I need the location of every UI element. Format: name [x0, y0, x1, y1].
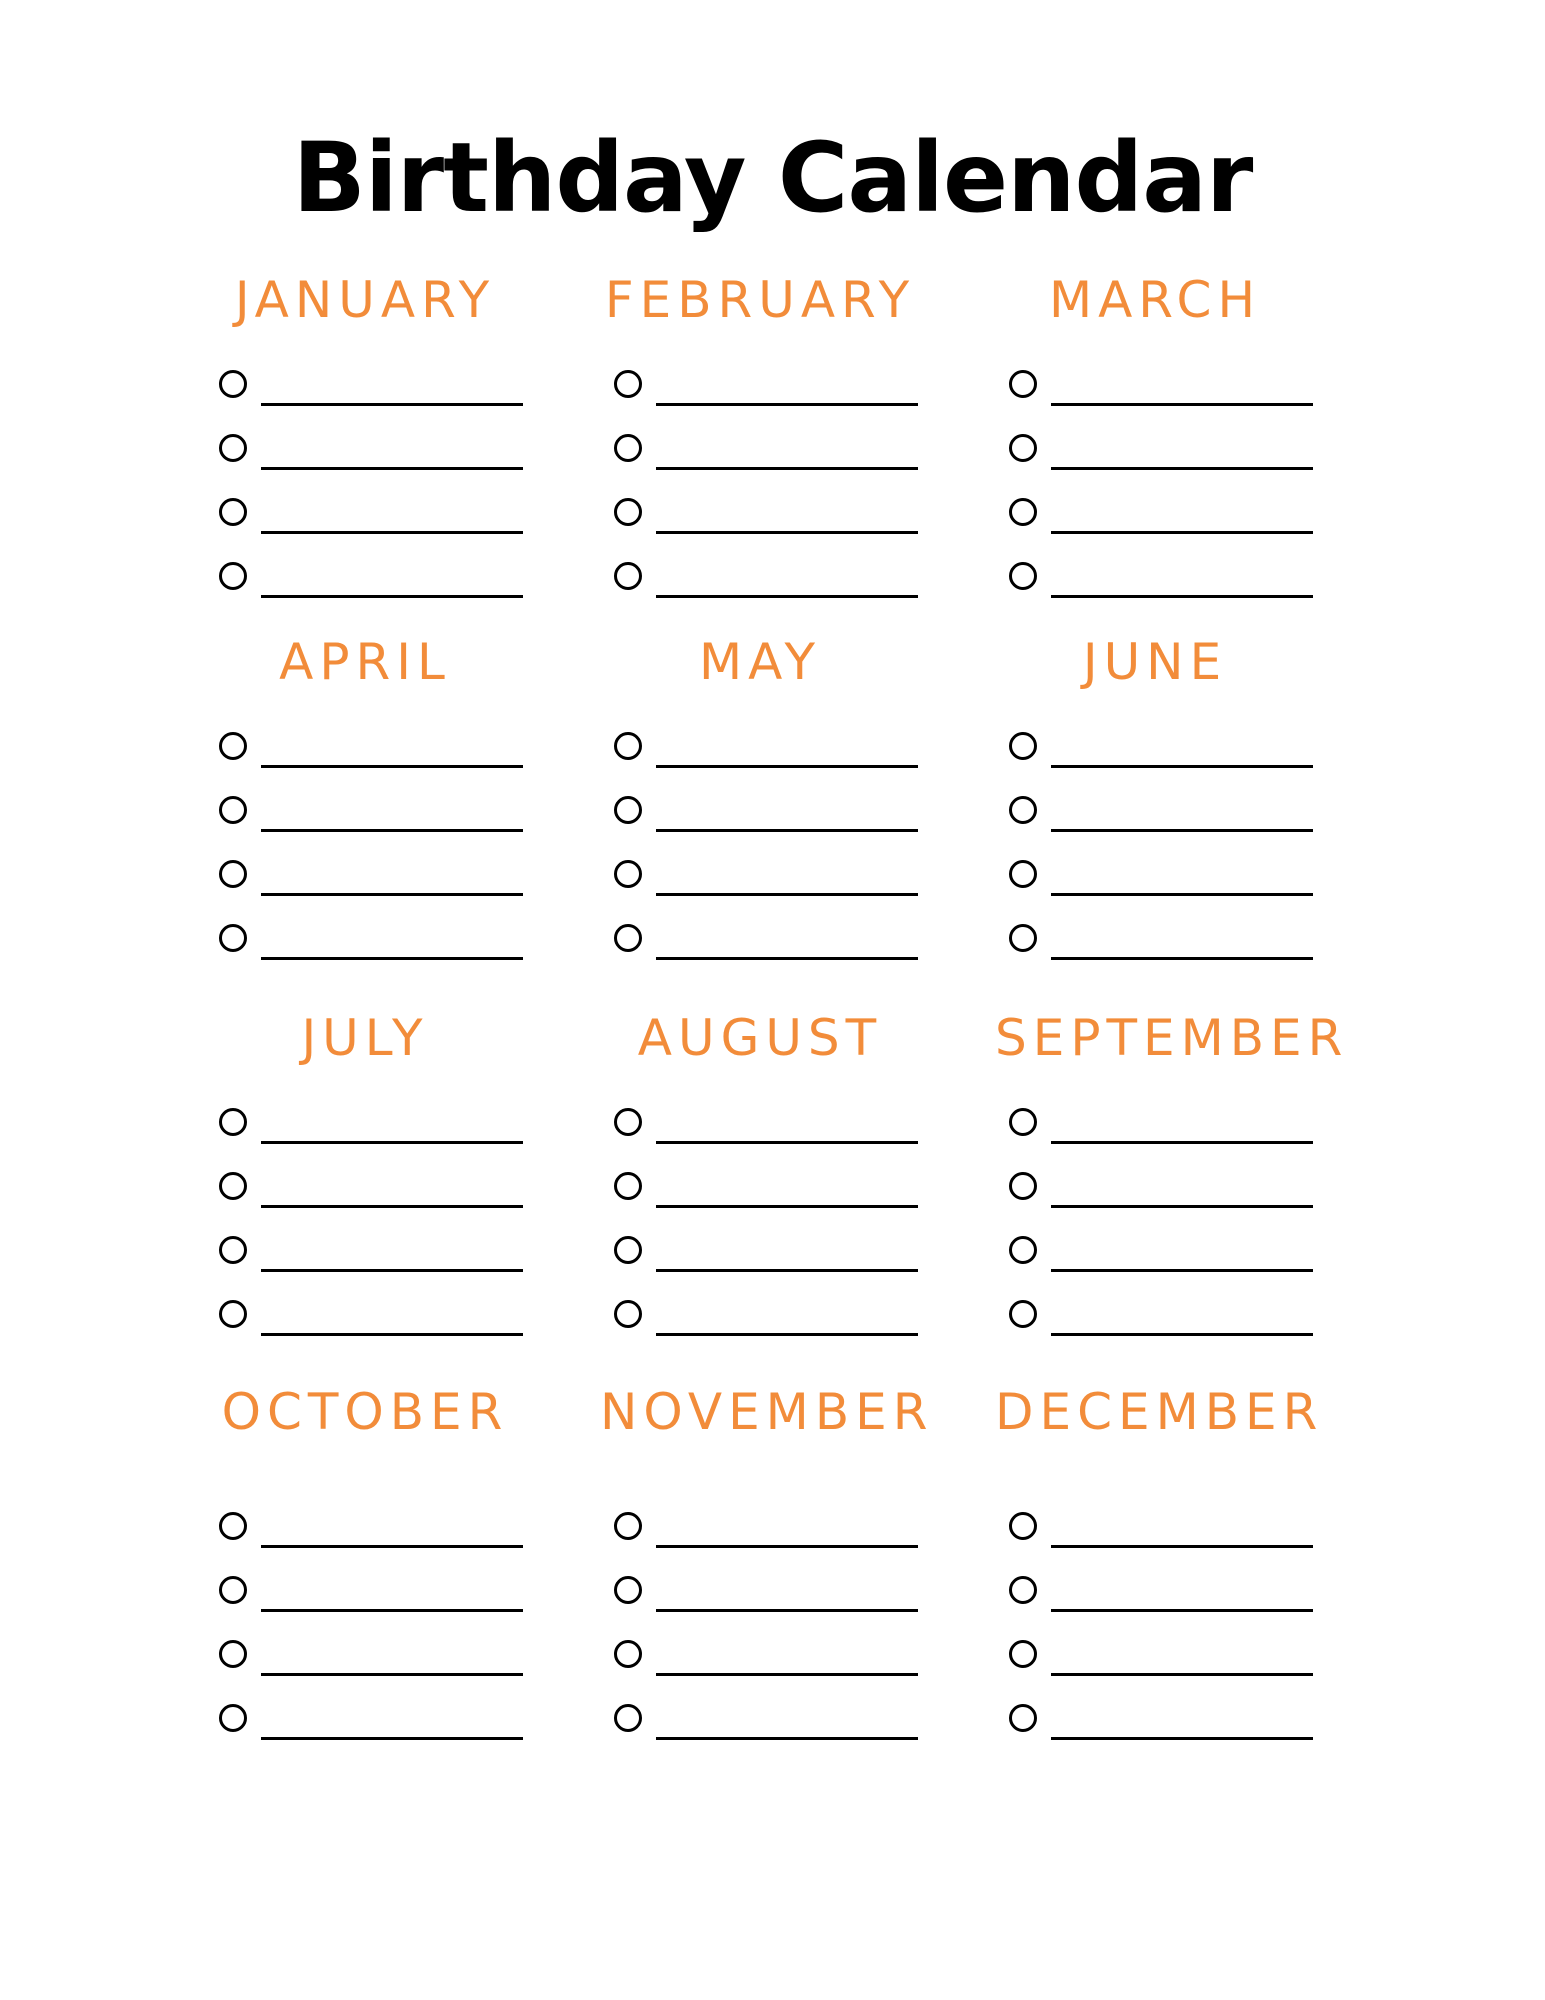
- birthday-entry[interactable]: [205, 562, 525, 598]
- checkbox-circle[interactable]: [1009, 1300, 1037, 1328]
- month-name: APRIL: [279, 633, 451, 691]
- birthday-entry[interactable]: [995, 796, 1315, 832]
- checkbox-circle[interactable]: [219, 732, 247, 760]
- birthday-entry[interactable]: [600, 1236, 920, 1272]
- birthday-entry[interactable]: [995, 1512, 1315, 1548]
- birthday-entry[interactable]: [205, 1236, 525, 1272]
- birthday-entry[interactable]: [995, 562, 1315, 598]
- checkbox-circle[interactable]: [219, 1300, 247, 1328]
- birthday-entry[interactable]: [995, 434, 1315, 470]
- checkbox-circle[interactable]: [614, 796, 642, 824]
- checkbox-circle[interactable]: [614, 1172, 642, 1200]
- checkbox-circle[interactable]: [219, 1512, 247, 1540]
- write-in-line[interactable]: [656, 1673, 918, 1676]
- checkbox-circle[interactable]: [1009, 1704, 1037, 1732]
- write-in-line[interactable]: [261, 531, 523, 534]
- write-in-line[interactable]: [261, 957, 523, 960]
- write-in-line[interactable]: [1051, 957, 1313, 960]
- checkbox-circle[interactable]: [1009, 796, 1037, 824]
- write-in-line[interactable]: [656, 1737, 918, 1740]
- checkbox-circle[interactable]: [219, 434, 247, 462]
- month-name: MAY: [698, 633, 821, 691]
- birthday-entry[interactable]: [600, 1704, 920, 1740]
- write-in-line[interactable]: [1051, 1545, 1313, 1548]
- checkbox-circle[interactable]: [614, 1236, 642, 1264]
- birthday-entry[interactable]: [995, 1236, 1315, 1272]
- birthday-entry[interactable]: [600, 1172, 920, 1208]
- write-in-line[interactable]: [1051, 765, 1313, 768]
- write-in-line[interactable]: [656, 1333, 918, 1336]
- birthday-entry[interactable]: [995, 1172, 1315, 1208]
- birthday-entry[interactable]: [205, 732, 525, 768]
- month-name: JULY: [301, 1009, 429, 1067]
- month-name: OCTOBER: [221, 1383, 509, 1441]
- birthday-entry[interactable]: [995, 1300, 1315, 1336]
- birthday-entry[interactable]: [600, 1640, 920, 1676]
- month-name: NOVEMBER: [600, 1383, 934, 1441]
- birthday-entry[interactable]: [205, 924, 525, 960]
- birthday-entry[interactable]: [205, 1172, 525, 1208]
- checkbox-circle[interactable]: [219, 1172, 247, 1200]
- month-name: AUGUST: [637, 1009, 883, 1067]
- birthday-entry[interactable]: [205, 1300, 525, 1336]
- birthday-entry[interactable]: [995, 498, 1315, 534]
- write-in-line[interactable]: [261, 1737, 523, 1740]
- write-in-line[interactable]: [261, 1545, 523, 1548]
- birthday-entry[interactable]: [600, 370, 920, 406]
- checkbox-circle[interactable]: [614, 1300, 642, 1328]
- write-in-line[interactable]: [1051, 1673, 1313, 1676]
- write-in-line[interactable]: [1051, 1609, 1313, 1612]
- birthday-entry[interactable]: [995, 924, 1315, 960]
- checkbox-circle[interactable]: [1009, 1640, 1037, 1668]
- write-in-line[interactable]: [261, 1333, 523, 1336]
- write-in-line[interactable]: [1051, 1205, 1313, 1208]
- birthday-entry[interactable]: [600, 562, 920, 598]
- write-in-line[interactable]: [656, 1609, 918, 1612]
- birthday-entry[interactable]: [600, 498, 920, 534]
- write-in-line[interactable]: [261, 595, 523, 598]
- month-name: JANUARY: [234, 271, 496, 329]
- birthday-entry[interactable]: [995, 370, 1315, 406]
- checkbox-circle[interactable]: [219, 1704, 247, 1732]
- checkbox-circle[interactable]: [1009, 732, 1037, 760]
- checkbox-circle[interactable]: [1009, 370, 1037, 398]
- checkbox-circle[interactable]: [614, 1704, 642, 1732]
- checkbox-circle[interactable]: [219, 1576, 247, 1604]
- checkbox-circle[interactable]: [614, 498, 642, 526]
- page-title: Birthday Calendar: [292, 122, 1253, 234]
- month-name: JUNE: [1082, 633, 1228, 691]
- checkbox-circle[interactable]: [614, 1640, 642, 1668]
- checkbox-circle[interactable]: [614, 924, 642, 952]
- checkbox-circle[interactable]: [1009, 1576, 1037, 1604]
- write-in-line[interactable]: [1051, 467, 1313, 470]
- write-in-line[interactable]: [261, 1205, 523, 1208]
- checkbox-circle[interactable]: [614, 1512, 642, 1540]
- write-in-line[interactable]: [1051, 595, 1313, 598]
- checkbox-circle[interactable]: [219, 860, 247, 888]
- checkbox-circle[interactable]: [1009, 498, 1037, 526]
- checkbox-circle[interactable]: [614, 860, 642, 888]
- birthday-entry[interactable]: [995, 1108, 1315, 1144]
- birthday-entry[interactable]: [600, 1576, 920, 1612]
- write-in-line[interactable]: [1051, 1333, 1313, 1336]
- checkbox-circle[interactable]: [614, 1108, 642, 1136]
- checkbox-circle[interactable]: [614, 562, 642, 590]
- birthday-entry[interactable]: [600, 1512, 920, 1548]
- checkbox-circle[interactable]: [614, 1576, 642, 1604]
- write-in-line[interactable]: [1051, 829, 1313, 832]
- birthday-entry[interactable]: [995, 732, 1315, 768]
- write-in-line[interactable]: [261, 893, 523, 896]
- write-in-line[interactable]: [261, 1609, 523, 1612]
- birthday-entry[interactable]: [205, 860, 525, 896]
- checkbox-circle[interactable]: [614, 434, 642, 462]
- write-in-line[interactable]: [261, 1673, 523, 1676]
- write-in-line[interactable]: [1051, 403, 1313, 406]
- write-in-line[interactable]: [656, 403, 918, 406]
- birthday-entry[interactable]: [600, 434, 920, 470]
- month-name: FEBRUARY: [604, 271, 916, 329]
- write-in-line[interactable]: [1051, 1737, 1313, 1740]
- birthday-entry[interactable]: [205, 498, 525, 534]
- write-in-line[interactable]: [656, 531, 918, 534]
- write-in-line[interactable]: [656, 765, 918, 768]
- write-in-line[interactable]: [656, 1141, 918, 1144]
- write-in-line[interactable]: [656, 1545, 918, 1548]
- birthday-entry[interactable]: [205, 1108, 525, 1144]
- month-name: MARCH: [1048, 271, 1262, 329]
- checkbox-circle[interactable]: [1009, 1108, 1037, 1136]
- birthday-entry[interactable]: [205, 796, 525, 832]
- month-name: SEPTEMBER: [995, 1009, 1349, 1067]
- checkbox-circle[interactable]: [1009, 1512, 1037, 1540]
- write-in-line[interactable]: [656, 1205, 918, 1208]
- birthday-entry[interactable]: [205, 434, 525, 470]
- write-in-line[interactable]: [261, 403, 523, 406]
- birthday-entry[interactable]: [600, 1108, 920, 1144]
- checkbox-circle[interactable]: [219, 370, 247, 398]
- checkbox-circle[interactable]: [1009, 924, 1037, 952]
- checkbox-circle[interactable]: [219, 498, 247, 526]
- checkbox-circle[interactable]: [1009, 562, 1037, 590]
- birthday-entry[interactable]: [995, 1640, 1315, 1676]
- birthday-entry[interactable]: [205, 370, 525, 406]
- checkbox-circle[interactable]: [219, 1108, 247, 1136]
- write-in-line[interactable]: [1051, 1141, 1313, 1144]
- write-in-line[interactable]: [656, 595, 918, 598]
- birthday-entry[interactable]: [205, 1576, 525, 1612]
- birthday-entry[interactable]: [995, 1704, 1315, 1740]
- month-name: DECEMBER: [995, 1383, 1324, 1441]
- checkbox-circle[interactable]: [219, 796, 247, 824]
- birthday-entry[interactable]: [600, 860, 920, 896]
- write-in-line[interactable]: [261, 765, 523, 768]
- write-in-line[interactable]: [261, 467, 523, 470]
- write-in-line[interactable]: [1051, 1269, 1313, 1272]
- write-in-line[interactable]: [656, 829, 918, 832]
- checkbox-circle[interactable]: [219, 562, 247, 590]
- birthday-entry[interactable]: [995, 860, 1315, 896]
- birthday-entry[interactable]: [600, 732, 920, 768]
- write-in-line[interactable]: [656, 1269, 918, 1272]
- birthday-entry[interactable]: [205, 1640, 525, 1676]
- birthday-entry[interactable]: [600, 924, 920, 960]
- checkbox-circle[interactable]: [219, 1236, 247, 1264]
- birthday-entry[interactable]: [600, 1300, 920, 1336]
- write-in-line[interactable]: [656, 467, 918, 470]
- checkbox-circle[interactable]: [614, 370, 642, 398]
- checkbox-circle[interactable]: [1009, 434, 1037, 462]
- checkbox-circle[interactable]: [1009, 860, 1037, 888]
- checkbox-circle[interactable]: [614, 732, 642, 760]
- write-in-line[interactable]: [1051, 893, 1313, 896]
- write-in-line[interactable]: [1051, 531, 1313, 534]
- birthday-entry[interactable]: [600, 796, 920, 832]
- birthday-entry[interactable]: [205, 1704, 525, 1740]
- checkbox-circle[interactable]: [1009, 1172, 1037, 1200]
- write-in-line[interactable]: [656, 893, 918, 896]
- checkbox-circle[interactable]: [1009, 1236, 1037, 1264]
- write-in-line[interactable]: [656, 957, 918, 960]
- checkbox-circle[interactable]: [219, 924, 247, 952]
- birthday-entry[interactable]: [205, 1512, 525, 1548]
- write-in-line[interactable]: [261, 1141, 523, 1144]
- write-in-line[interactable]: [261, 829, 523, 832]
- birthday-entry[interactable]: [995, 1576, 1315, 1612]
- checkbox-circle[interactable]: [219, 1640, 247, 1668]
- write-in-line[interactable]: [261, 1269, 523, 1272]
